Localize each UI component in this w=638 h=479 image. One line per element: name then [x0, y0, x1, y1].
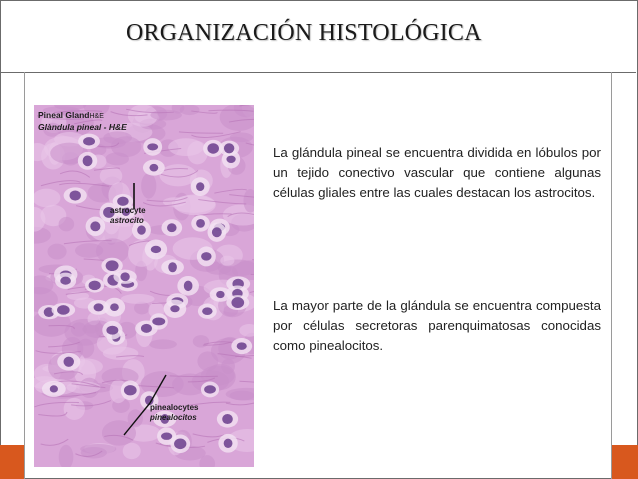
- right-guide-line: [611, 72, 612, 479]
- slide-title: ORGANIZACIÓN HISTOLÓGICA: [126, 20, 482, 46]
- pinealocyte-label: [150, 403, 198, 423]
- caption-stain: H&E: [89, 113, 104, 120]
- pinealocyte-label-en: pinealocytes: [150, 403, 199, 412]
- astrocyte-label-en: astrocyte: [110, 206, 146, 215]
- pineal-micrograph-image: [34, 105, 254, 467]
- paragraph-pinealocytes: La mayor parte de la glándula se encuentra compuesta por células secretoras parenquimatosas conocidas como pinealocitos.: [273, 298, 601, 353]
- left-guide-line: [24, 72, 25, 479]
- caption-title: Pineal Gland: [38, 110, 90, 120]
- pinealocyte-label-es: pinealocitos: [150, 413, 197, 422]
- astrocyte-label: [110, 206, 146, 226]
- astrocyte-label-es: astrocito: [110, 216, 144, 225]
- micrograph-caption: [38, 110, 127, 133]
- micrograph-svg: [34, 105, 254, 467]
- slide-header: [0, 0, 636, 73]
- accent-bar-right: [612, 445, 638, 479]
- caption-title-translation: Glàndula pineal - H&E: [38, 122, 127, 132]
- accent-bar-left: [0, 445, 24, 479]
- paragraph-lobules: La glándula pineal se encuentra dividida en lóbulos por un tejido conectivo vascular que contiene algunas células gliales entre las cuales destacan los astrocitos.: [273, 145, 601, 200]
